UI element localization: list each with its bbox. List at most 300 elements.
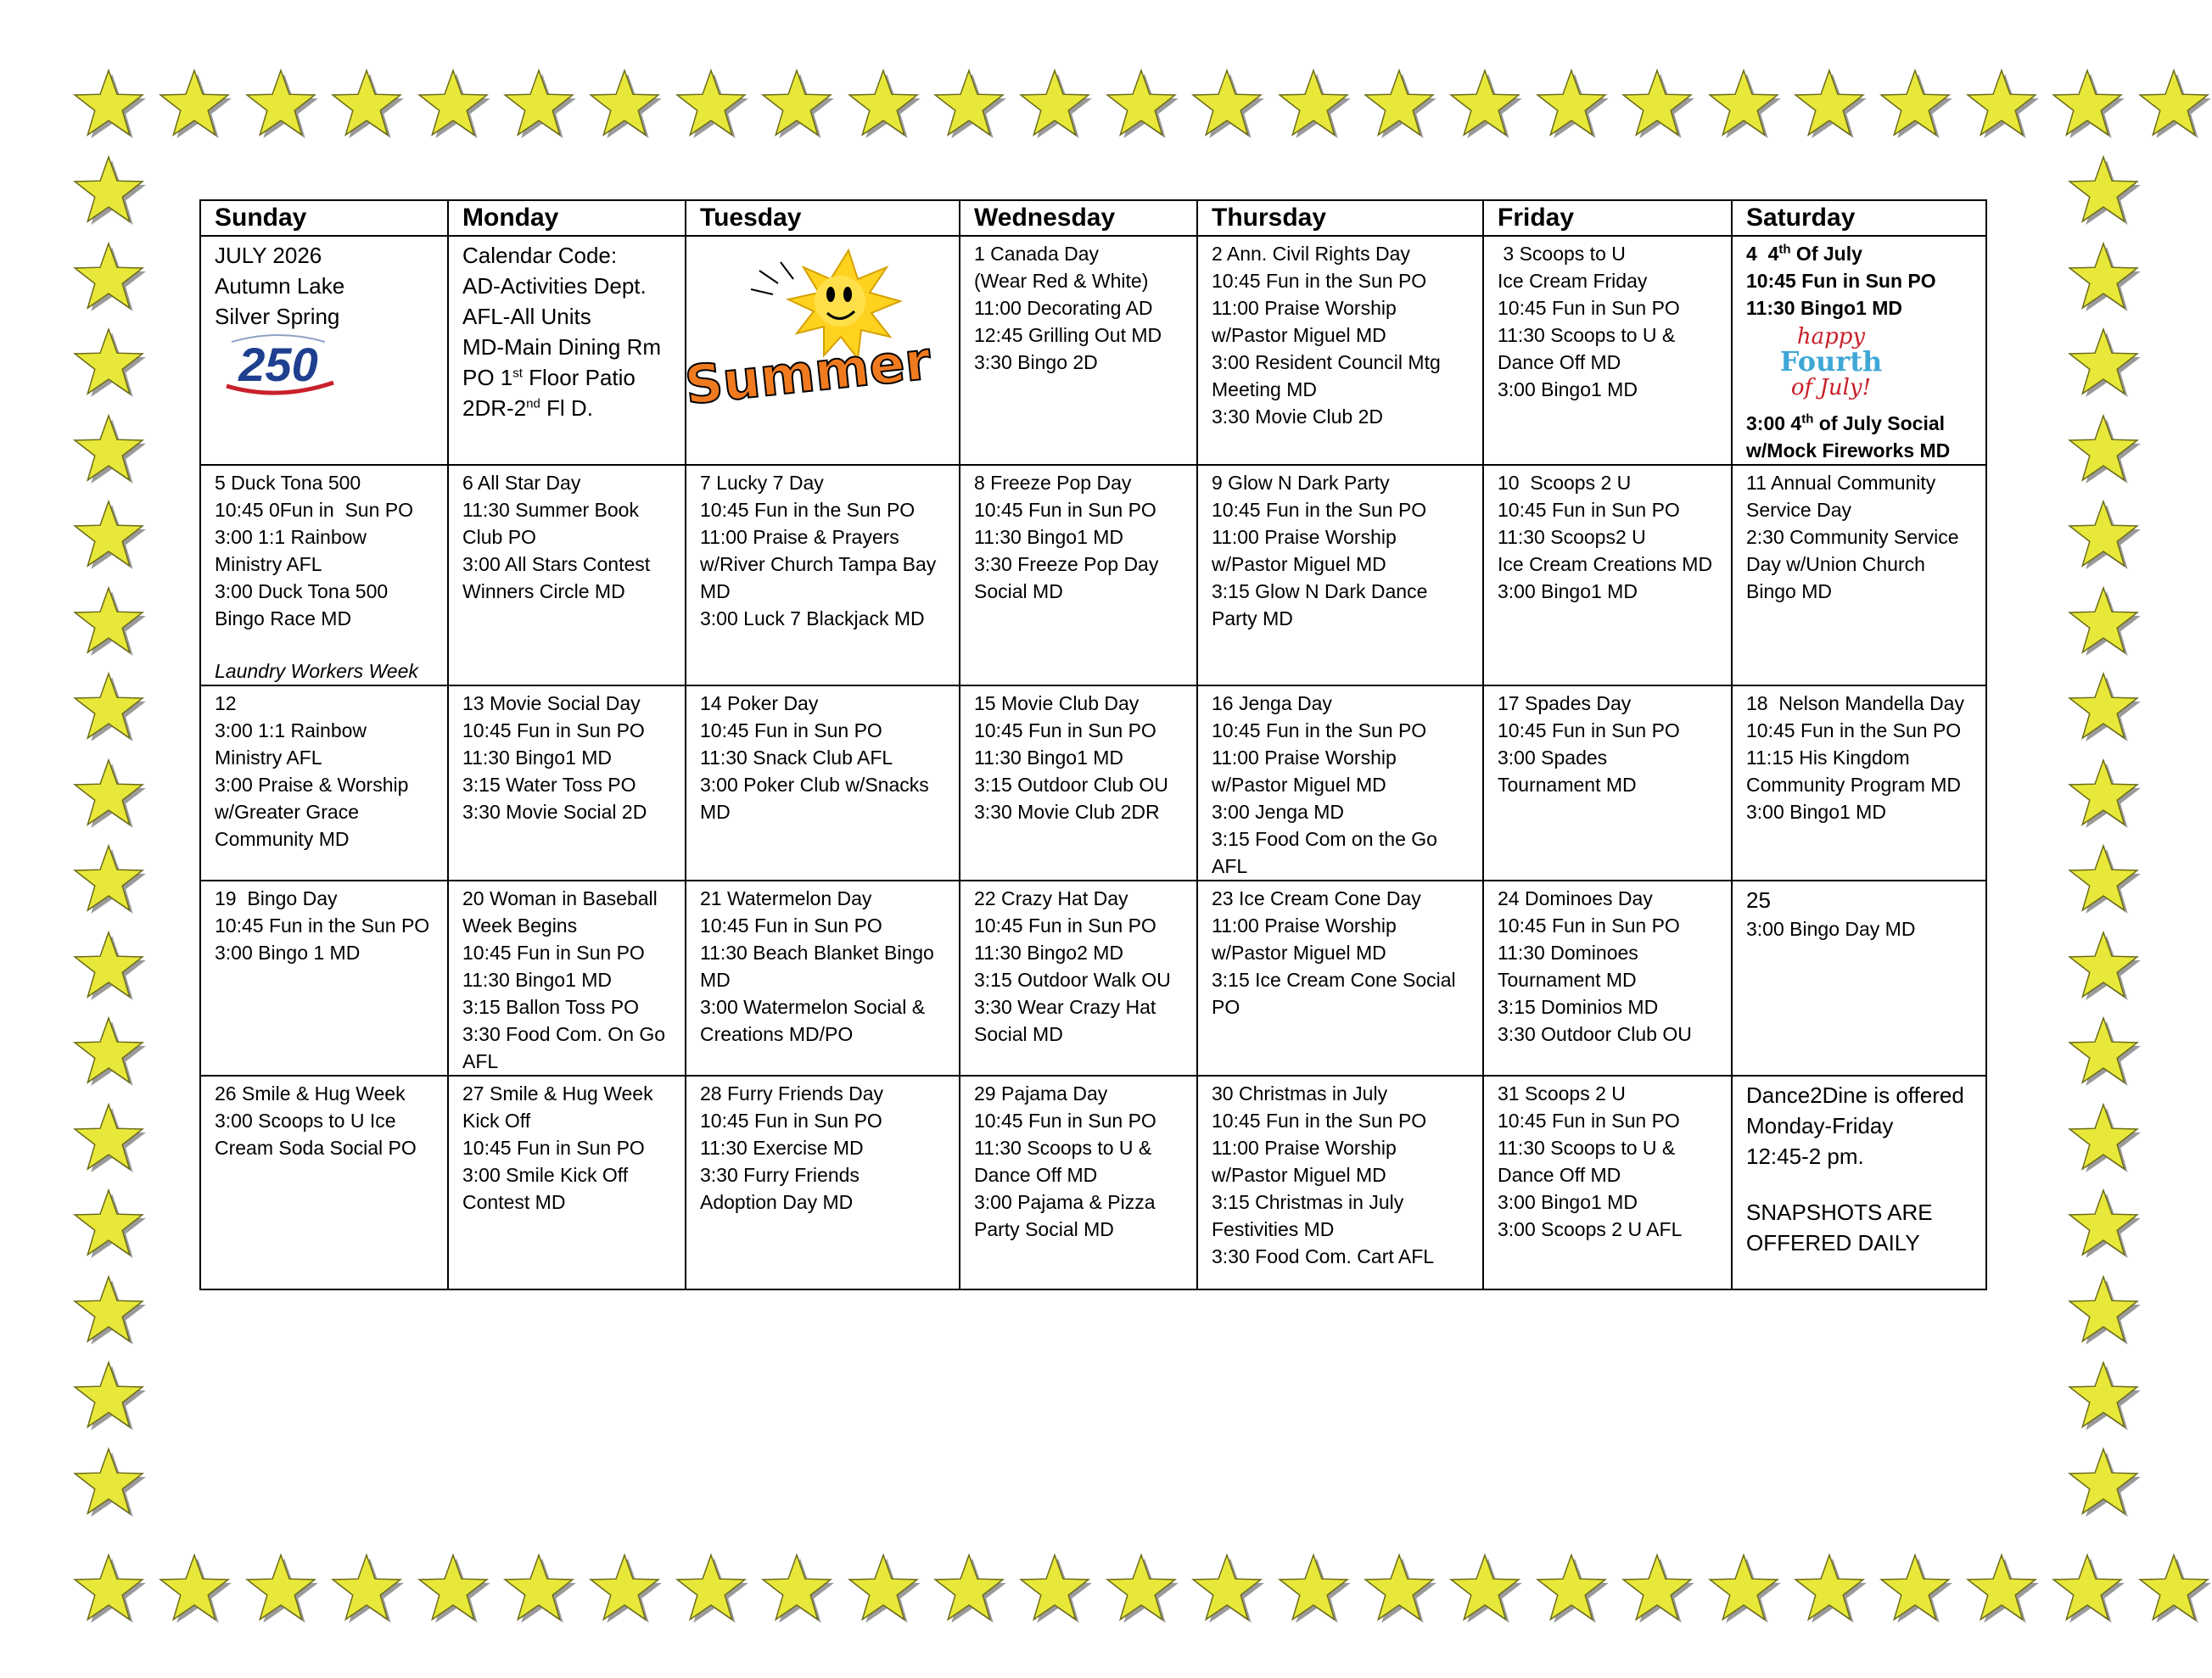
line: 3:30 Food Com. On Go bbox=[462, 1023, 666, 1045]
line: 11:30 Summer Book bbox=[462, 499, 639, 521]
cell-day-8 bbox=[960, 465, 1197, 685]
star-icon bbox=[1619, 1552, 1695, 1629]
star-icon bbox=[586, 1552, 663, 1629]
line: 10:45 Fun in Sun PO bbox=[974, 915, 1156, 937]
line: w/Pastor Miguel MD bbox=[1212, 324, 1386, 346]
star-icon bbox=[1189, 68, 1265, 144]
star-icon bbox=[70, 241, 147, 317]
line: 2 Ann. Civil Rights Day bbox=[1212, 243, 1410, 265]
cell-day-16 bbox=[1197, 685, 1483, 881]
line: 10:45 Fun in the Sun PO bbox=[1212, 1110, 1427, 1132]
line: Bingo Race MD bbox=[215, 607, 352, 629]
line: 3:00 Pajama & Pizza bbox=[974, 1191, 1156, 1213]
line: 3:30 Food Com. Cart AFL bbox=[1212, 1245, 1435, 1267]
code-po-b: Floor Patio bbox=[522, 365, 636, 390]
star-icon bbox=[243, 1552, 319, 1629]
star-icon bbox=[1963, 68, 2040, 144]
line: 11:30 Bingo1 MD bbox=[1746, 297, 1903, 319]
line: 12:45-2 pm. bbox=[1746, 1144, 1864, 1169]
star-icon bbox=[1877, 68, 1953, 144]
facility-name: Autumn Lake bbox=[215, 273, 345, 299]
spacer bbox=[1746, 1172, 1972, 1197]
line: 3:00 Scoops to U Ice bbox=[215, 1110, 396, 1132]
line: 3:00 Bingo1 MD bbox=[1498, 378, 1638, 400]
line: 7 Lucky 7 Day bbox=[700, 472, 824, 494]
star-icon bbox=[70, 930, 147, 1006]
line: 28 Furry Friends Day bbox=[700, 1082, 884, 1105]
line: w/Pastor Miguel MD bbox=[1212, 1164, 1386, 1186]
star-icon bbox=[1791, 1552, 1868, 1629]
line: Ice Cream Friday bbox=[1498, 270, 1648, 292]
cell-day-27 bbox=[448, 1076, 686, 1289]
line: 11:30 Bingo1 MD bbox=[462, 747, 613, 769]
line: 6 All Star Day bbox=[462, 472, 581, 494]
cell-day-22 bbox=[960, 881, 1197, 1076]
line: AFL bbox=[1212, 855, 1248, 877]
star-icon bbox=[1361, 68, 1437, 144]
line: 17 Spades Day bbox=[1498, 692, 1632, 714]
line: 11:30 Bingo1 MD bbox=[974, 747, 1124, 769]
line: 10:45 Fun in Sun PO bbox=[462, 719, 645, 741]
line: 11:15 His Kingdom bbox=[1746, 747, 1910, 769]
line: w/Greater Grace bbox=[215, 801, 359, 823]
line: 10:45 Fun in Sun PO bbox=[974, 499, 1156, 521]
line: Party MD bbox=[1212, 607, 1293, 629]
line: 3:15 Glow N Dark Dance bbox=[1212, 580, 1428, 602]
star-icon bbox=[845, 1552, 921, 1629]
star-icon bbox=[70, 154, 147, 231]
star-icon bbox=[1533, 68, 1610, 144]
cell-day-2 bbox=[1197, 236, 1483, 465]
line: 11:00 Decorating AD bbox=[974, 297, 1153, 319]
code-2dr bbox=[462, 393, 671, 423]
line: Week Begins bbox=[462, 915, 578, 937]
line: 10 Scoops 2 U bbox=[1498, 472, 1632, 494]
line: 20 Woman in Baseball bbox=[462, 887, 658, 909]
line: 10:45 Fun in the Sun PO bbox=[700, 499, 916, 521]
line bbox=[1746, 410, 1972, 437]
line: Service Day bbox=[1746, 499, 1851, 521]
day4-sup: th bbox=[1778, 242, 1791, 257]
line: 21 Watermelon Day bbox=[700, 887, 872, 909]
line: Cream Soda Social PO bbox=[215, 1137, 417, 1159]
calendar-table bbox=[199, 199, 1987, 1290]
line: 11:00 Praise Worship bbox=[1212, 1137, 1397, 1159]
cell-day-20 bbox=[448, 881, 686, 1076]
star-icon bbox=[1103, 1552, 1179, 1629]
cell-day-6 bbox=[448, 465, 686, 685]
star-icon bbox=[2065, 327, 2142, 403]
line: 3:00 Bingo Day MD bbox=[1746, 918, 1916, 940]
cell-day-30 bbox=[1197, 1076, 1483, 1289]
cell-day-11 bbox=[1732, 465, 1986, 685]
line: 3:00 Bingo 1 MD bbox=[215, 942, 361, 964]
line: 11:30 Beach Blanket Bingo bbox=[700, 942, 934, 964]
line bbox=[1746, 240, 1972, 267]
week-row-3 bbox=[200, 685, 1986, 881]
cell-day-4 bbox=[1732, 236, 1986, 465]
july-img-ofjuly: of July! bbox=[1790, 375, 1872, 400]
line: Bingo MD bbox=[1746, 580, 1832, 602]
star-icon bbox=[2065, 843, 2142, 920]
line: 5 Duck Tona 500 bbox=[215, 472, 361, 494]
weekday-header-row bbox=[200, 200, 1986, 236]
star-icon bbox=[2065, 671, 2142, 747]
star-icon bbox=[2065, 499, 2142, 575]
star-icon bbox=[2065, 1102, 2142, 1178]
star-icon bbox=[243, 68, 319, 144]
header-monday: Monday bbox=[448, 200, 686, 236]
line: Tournament MD bbox=[1498, 774, 1637, 796]
code-po-a: PO 1 bbox=[462, 365, 513, 390]
line: 10:45 Fun in Sun PO bbox=[1498, 719, 1680, 741]
cell-day-15 bbox=[960, 685, 1197, 881]
star-icon bbox=[70, 758, 147, 834]
line: Club PO bbox=[462, 526, 536, 548]
star-icon bbox=[2136, 1552, 2212, 1629]
line: 3:15 Outdoor Walk OU bbox=[974, 969, 1171, 991]
line: 11:30 Bingo1 MD bbox=[974, 526, 1124, 548]
cell-day-17 bbox=[1483, 685, 1732, 881]
star-icon bbox=[70, 327, 147, 403]
star-icon bbox=[1103, 68, 1179, 144]
star-icon bbox=[2065, 1015, 2142, 1092]
code-2dr-sup: nd bbox=[526, 396, 540, 411]
cell-day-24 bbox=[1483, 881, 1732, 1076]
line: 3:00 Watermelon Social & bbox=[700, 996, 926, 1018]
cell-day-10 bbox=[1483, 465, 1732, 685]
star-icon bbox=[2065, 413, 2142, 489]
star-icon bbox=[2136, 68, 2212, 144]
cell-notes bbox=[1732, 1076, 1986, 1289]
line: Tournament MD bbox=[1498, 969, 1637, 991]
star-icon bbox=[2049, 68, 2125, 144]
star-icon bbox=[931, 1552, 1007, 1629]
cell-day-21 bbox=[686, 881, 960, 1076]
line: 3:00 Smile Kick Off bbox=[462, 1164, 629, 1186]
star-icon bbox=[2049, 1552, 2125, 1629]
line: Monday-Friday bbox=[1746, 1113, 1894, 1138]
line: w/Pastor Miguel MD bbox=[1212, 774, 1386, 796]
cell-day-29 bbox=[960, 1076, 1197, 1289]
header-thursday: Thursday bbox=[1197, 200, 1483, 236]
star-icon bbox=[70, 1360, 147, 1436]
star-icon bbox=[1877, 1552, 1953, 1629]
code-md: MD-Main Dining Rm bbox=[462, 334, 662, 360]
cell-day-12 bbox=[200, 685, 448, 881]
line: Social MD bbox=[974, 1023, 1063, 1045]
line: 3:00 Bingo1 MD bbox=[1746, 801, 1886, 823]
line: 30 Christmas in July bbox=[1212, 1082, 1388, 1105]
header-sunday: Sunday bbox=[200, 200, 448, 236]
line: 29 Pajama Day bbox=[974, 1082, 1108, 1105]
star-icon bbox=[70, 1188, 147, 1264]
line: Contest MD bbox=[462, 1191, 566, 1213]
star-icon bbox=[2065, 1188, 2142, 1264]
line: 10:45 Fun in Sun PO bbox=[1498, 297, 1680, 319]
star-icon bbox=[845, 68, 921, 144]
header-saturday: Saturday bbox=[1732, 200, 1986, 236]
day4-b: Of July bbox=[1790, 243, 1862, 265]
line: 10:45 Fun in the Sun PO bbox=[1212, 270, 1427, 292]
line: 11:00 Praise & Prayers bbox=[700, 526, 899, 548]
cell-day-7 bbox=[686, 465, 960, 685]
line: Social MD bbox=[974, 580, 1063, 602]
cell-day-25 bbox=[1732, 881, 1986, 1076]
month-title: JULY 2026 bbox=[215, 243, 322, 268]
line: Creations MD/PO bbox=[700, 1023, 854, 1045]
line: 10:45 Fun in Sun PO bbox=[1498, 499, 1680, 521]
cell-day-19 bbox=[200, 881, 448, 1076]
star-icon bbox=[759, 68, 835, 144]
logo-250-text: 250 bbox=[238, 338, 318, 391]
star-icon bbox=[1619, 68, 1695, 144]
star-icon bbox=[1361, 1552, 1437, 1629]
line: 10:45 Fun in Sun PO bbox=[1498, 915, 1680, 937]
star-icon bbox=[70, 671, 147, 747]
line: SNAPSHOTS ARE bbox=[1746, 1200, 1933, 1225]
star-icon bbox=[156, 68, 232, 144]
star-icon bbox=[931, 68, 1007, 144]
star-icon bbox=[70, 1015, 147, 1092]
social-a: 3:00 4 bbox=[1746, 412, 1802, 434]
line: 10:45 Fun in the Sun PO bbox=[1212, 719, 1427, 741]
line: 14 Poker Day bbox=[700, 692, 819, 714]
star-icon bbox=[70, 1274, 147, 1351]
line: 3:15 Ice Cream Cone Social bbox=[1212, 969, 1456, 991]
line: AFL bbox=[462, 1050, 499, 1072]
line: 10:45 Fun in Sun PO bbox=[974, 1110, 1156, 1132]
line: Winners Circle MD bbox=[462, 580, 625, 602]
line: 11:00 Praise Worship bbox=[1212, 297, 1397, 319]
week-row-1 bbox=[200, 236, 1986, 465]
line: 10:45 Fun in Sun PO bbox=[700, 1110, 882, 1132]
line: 11:30 Scoops2 U bbox=[1498, 526, 1646, 548]
line: w/Mock Fireworks MD bbox=[1746, 439, 1951, 461]
code-2dr-b: Fl D. bbox=[540, 395, 593, 421]
line: 22 Crazy Hat Day bbox=[974, 887, 1128, 909]
july-img-happy: happy bbox=[1796, 324, 1866, 350]
line: Festivities MD bbox=[1212, 1218, 1335, 1240]
code-po-sup: st bbox=[512, 366, 523, 381]
star-icon bbox=[156, 1552, 232, 1629]
line: 13 Movie Social Day bbox=[462, 692, 641, 714]
star-icon bbox=[328, 68, 405, 144]
line: 1 Canada Day bbox=[974, 243, 1100, 265]
line: 11:30 Snack Club AFL bbox=[700, 747, 893, 769]
cell-day-26 bbox=[200, 1076, 448, 1289]
star-icon bbox=[70, 1552, 147, 1629]
week-row-4 bbox=[200, 881, 1986, 1076]
header-friday: Friday bbox=[1483, 200, 1732, 236]
code-2dr-a: 2DR-2 bbox=[462, 395, 527, 421]
line: 3:30 Freeze Pop Day bbox=[974, 553, 1159, 575]
star-icon bbox=[1791, 68, 1868, 144]
line: 3:30 Outdoor Club OU bbox=[1498, 1023, 1692, 1045]
line: MD bbox=[700, 801, 731, 823]
cell-intro bbox=[200, 236, 448, 465]
code-po bbox=[462, 362, 671, 393]
line: 25 bbox=[1746, 887, 1771, 913]
star-icon bbox=[1275, 1552, 1352, 1629]
line: Dance2Dine is offered bbox=[1746, 1082, 1964, 1108]
header-tuesday: Tuesday bbox=[686, 200, 960, 236]
star-icon bbox=[1275, 68, 1352, 144]
star-icon bbox=[70, 1102, 147, 1178]
line: 11:30 Dominoes bbox=[1498, 942, 1638, 964]
day4-a: 4 4 bbox=[1746, 243, 1779, 265]
code-ad: AD-Activities Dept. bbox=[462, 273, 647, 299]
star-icon bbox=[2065, 758, 2142, 834]
line: 3:00 Jenga MD bbox=[1212, 801, 1344, 823]
cell-calendar-code bbox=[448, 236, 686, 465]
line: Dance Off MD bbox=[1498, 1164, 1621, 1186]
cell-summer-clipart bbox=[681, 236, 960, 465]
week-row-5 bbox=[200, 1076, 1986, 1289]
line: 3:00 Spades bbox=[1498, 747, 1608, 769]
line: MD bbox=[700, 580, 731, 602]
line: 3:30 Movie Club 2D bbox=[1212, 406, 1383, 428]
line: 12 bbox=[215, 692, 237, 714]
star-icon bbox=[759, 1552, 835, 1629]
line: Ministry AFL bbox=[215, 553, 322, 575]
line: 3:00 Scoops 2 U AFL bbox=[1498, 1218, 1683, 1240]
social-sup: th bbox=[1801, 411, 1814, 427]
line: 10:45 Fun in Sun PO bbox=[1746, 270, 1936, 292]
line: 10:45 Fun in Sun PO bbox=[700, 719, 882, 741]
line: 27 Smile & Hug Week bbox=[462, 1082, 653, 1105]
line: 23 Ice Cream Cone Day bbox=[1212, 887, 1421, 909]
logo-250 bbox=[215, 332, 434, 406]
star-icon bbox=[1705, 1552, 1782, 1629]
star-icon bbox=[70, 499, 147, 575]
line: 3:00 Duck Tona 500 bbox=[215, 580, 389, 602]
line: Meeting MD bbox=[1212, 378, 1317, 400]
line: 10:45 0Fun in Sun PO bbox=[215, 499, 413, 521]
line: Community Program MD bbox=[1746, 774, 1962, 796]
summer-text: Summer bbox=[681, 329, 934, 417]
star-icon bbox=[70, 843, 147, 920]
line: Laundry Workers Week bbox=[215, 660, 418, 682]
line: 3:00 Bingo1 MD bbox=[1498, 1191, 1638, 1213]
star-icon bbox=[501, 68, 577, 144]
star-icon bbox=[328, 1552, 405, 1629]
social-b: of July Social bbox=[1813, 412, 1946, 434]
cell-day-14 bbox=[686, 685, 960, 881]
line: 11:30 Scoops to U & bbox=[1498, 1137, 1676, 1159]
line: w/River Church Tampa Bay bbox=[700, 553, 937, 575]
line: 11:00 Praise Worship bbox=[1212, 526, 1397, 548]
line: 3:00 Poker Club w/Snacks bbox=[700, 774, 929, 796]
line: (Wear Red & White) bbox=[974, 270, 1149, 292]
line: Adoption Day MD bbox=[700, 1191, 854, 1213]
line: 31 Scoops 2 U bbox=[1498, 1082, 1626, 1105]
line: w/Pastor Miguel MD bbox=[1212, 553, 1386, 575]
line: 16 Jenga Day bbox=[1212, 692, 1332, 714]
star-icon bbox=[70, 1446, 147, 1523]
spacer bbox=[215, 632, 434, 657]
line: 3:30 Movie Social 2D bbox=[462, 801, 647, 823]
code-afl: AFL-All Units bbox=[462, 304, 591, 329]
line: 3:00 All Stars Contest bbox=[462, 553, 651, 575]
line: 2:30 Community Service bbox=[1746, 526, 1959, 548]
line: 3:15 Ballon Toss PO bbox=[462, 996, 639, 1018]
line: 11 Annual Community bbox=[1746, 472, 1936, 494]
line: 10:45 Fun in the Sun PO bbox=[1212, 499, 1427, 521]
line: w/Pastor Miguel MD bbox=[1212, 942, 1386, 964]
facility-location: Silver Spring bbox=[215, 304, 340, 329]
cell-day-18 bbox=[1732, 685, 1986, 881]
line: 3:00 Luck 7 Blackjack MD bbox=[700, 607, 925, 629]
line: 3:00 1:1 Rainbow bbox=[215, 719, 367, 741]
line: 19 Bingo Day bbox=[215, 887, 338, 909]
line: 3:15 Christmas in July bbox=[1212, 1191, 1404, 1213]
star-icon bbox=[673, 68, 749, 144]
line: 10:45 Fun in Sun PO bbox=[974, 719, 1156, 741]
code-title: Calendar Code: bbox=[462, 243, 618, 268]
star-icon bbox=[1016, 1552, 1093, 1629]
line: PO bbox=[1212, 996, 1240, 1018]
line: 24 Dominoes Day bbox=[1498, 887, 1653, 909]
cell-day-28 bbox=[686, 1076, 960, 1289]
happy-fourth-of-july-image bbox=[1746, 322, 1972, 410]
line: 15 Movie Club Day bbox=[974, 692, 1140, 714]
line: OFFERED DAILY bbox=[1746, 1230, 1920, 1256]
line: Ice Cream Creations MD bbox=[1498, 553, 1713, 575]
line: Dance Off MD bbox=[974, 1164, 1098, 1186]
star-icon bbox=[586, 68, 663, 144]
line: 8 Freeze Pop Day bbox=[974, 472, 1132, 494]
star-icon bbox=[2065, 154, 2142, 231]
cell-day-23 bbox=[1197, 881, 1483, 1076]
line: 3:15 Water Toss PO bbox=[462, 774, 636, 796]
star-icon bbox=[1447, 1552, 1523, 1629]
star-icon bbox=[1016, 68, 1093, 144]
line: 12:45 Grilling Out MD bbox=[974, 324, 1162, 346]
line: 10:45 Fun in Sun PO bbox=[462, 1137, 645, 1159]
line: 3:00 1:1 Rainbow bbox=[215, 526, 367, 548]
star-icon bbox=[70, 68, 147, 144]
line: 10:45 Fun in Sun PO bbox=[700, 915, 882, 937]
line: 10:45 Fun in the Sun PO bbox=[215, 915, 430, 937]
line: Dance Off MD bbox=[1498, 351, 1621, 373]
line: 3:30 Movie Club 2DR bbox=[974, 801, 1160, 823]
star-icon bbox=[415, 1552, 491, 1629]
star-icon bbox=[2065, 585, 2142, 662]
line: 9 Glow N Dark Party bbox=[1212, 472, 1390, 494]
star-icon bbox=[1705, 68, 1782, 144]
line: 10:45 Fun in the Sun PO bbox=[1746, 719, 1962, 741]
star-icon bbox=[1189, 1552, 1265, 1629]
line: 3:30 Furry Friends bbox=[700, 1164, 860, 1186]
line: Day w/Union Church bbox=[1746, 553, 1925, 575]
line: 3:30 Bingo 2D bbox=[974, 351, 1098, 373]
cell-day-31 bbox=[1483, 1076, 1732, 1289]
cell-day-5 bbox=[200, 465, 448, 685]
line: 18 Nelson Mandella Day bbox=[1746, 692, 1964, 714]
line: 3:00 Resident Council Mtg bbox=[1212, 351, 1441, 373]
line: 11:30 Scoops to U & bbox=[1498, 324, 1676, 346]
summer-clipart bbox=[681, 245, 945, 422]
star-icon bbox=[1533, 1552, 1610, 1629]
line: 11:30 Exercise MD bbox=[700, 1137, 864, 1159]
line: 11:00 Praise Worship bbox=[1212, 747, 1397, 769]
line: 26 Smile & Hug Week bbox=[215, 1082, 406, 1105]
line: Ministry AFL bbox=[215, 747, 322, 769]
line: 3:15 Dominios MD bbox=[1498, 996, 1659, 1018]
july-img-fourth: Fourth bbox=[1779, 345, 1883, 378]
star-icon bbox=[1447, 68, 1523, 144]
